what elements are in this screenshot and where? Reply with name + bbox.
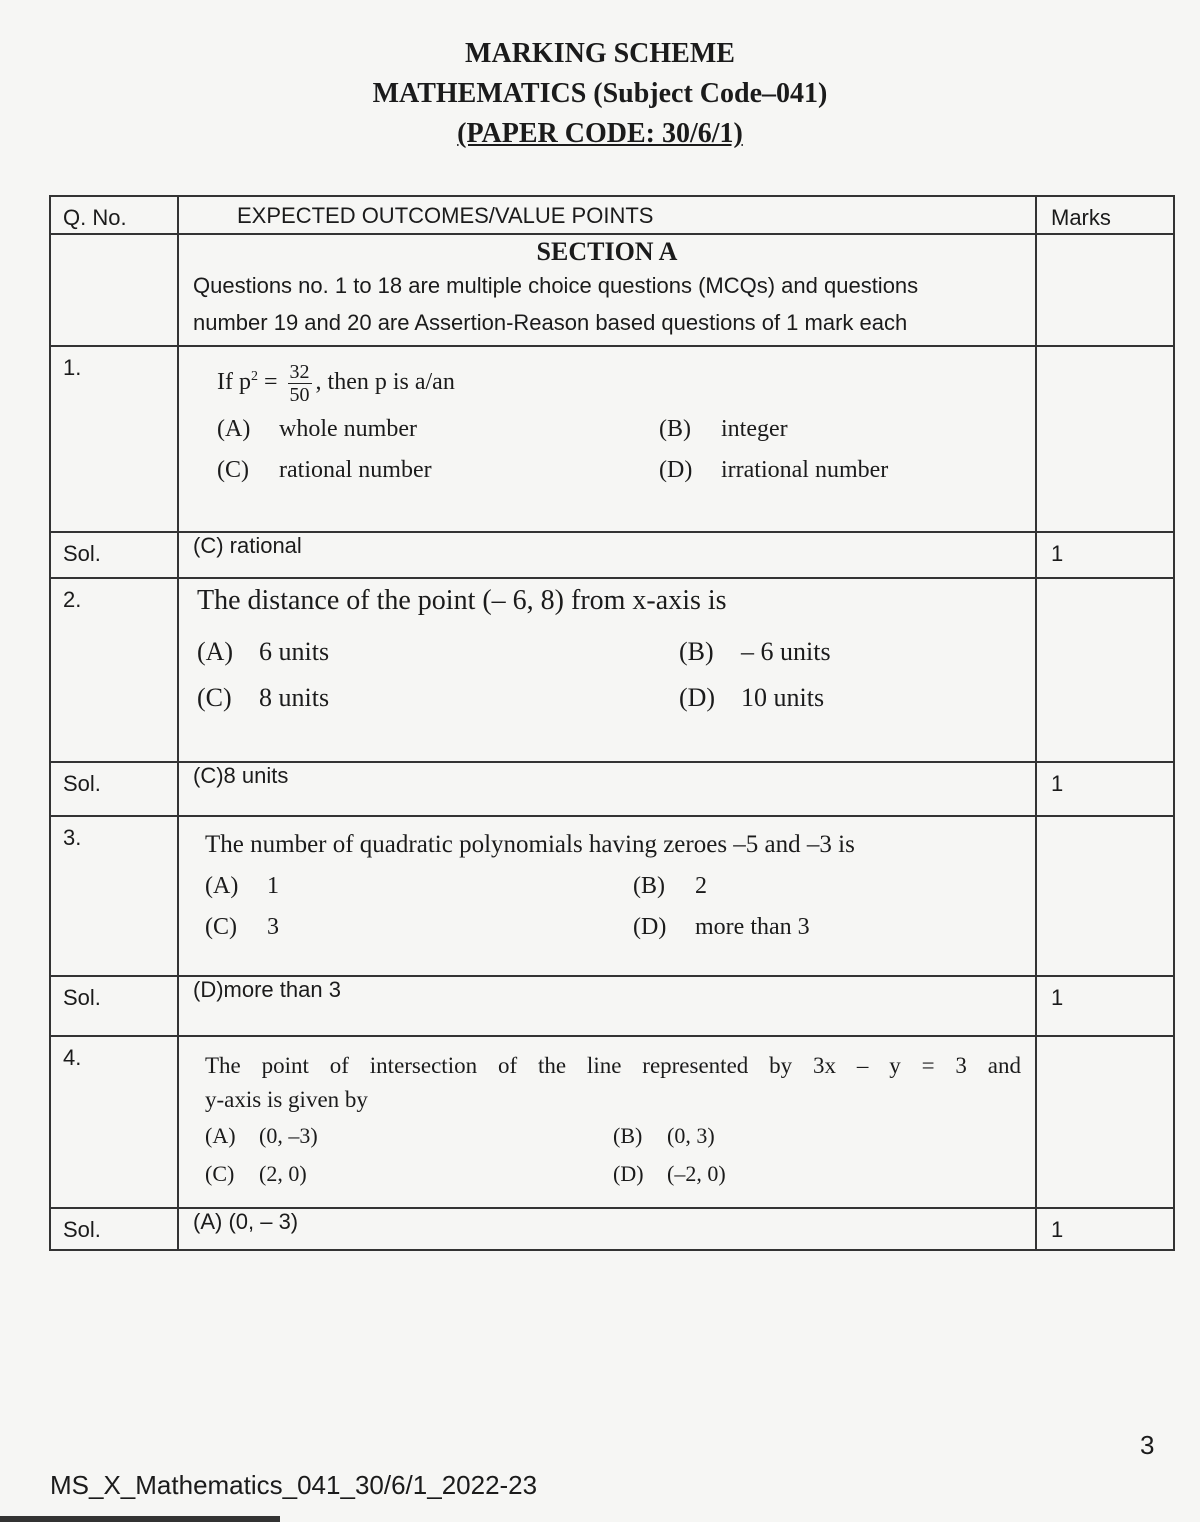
marks-value: 1 [1036,762,1174,816]
marks-value: 1 [1036,1208,1174,1250]
col-expected-header: EXPECTED OUTCOMES/VALUE POINTS [178,196,1036,234]
solution-row-4 [50,1208,1174,1250]
solution-text: (D)more than 3 [178,976,1036,1036]
option-b: (B) 2 [633,873,707,899]
section-intro [193,267,1021,341]
options [193,1117,1021,1187]
option-d: (D) more than 3 [633,914,810,940]
marking-scheme-table [49,195,1175,1251]
option-d: (D) irrational number [659,457,889,483]
option-a: (A) 1 [205,873,279,899]
section-intro-line2: number 19 and 20 are Assertion-Reason based questions of 1 mark each [193,310,908,335]
options [193,406,1021,484]
question-row-1 [50,346,1174,532]
option-c: (C) rational number [217,457,432,483]
section-intro-line1: Questions no. 1 to 18 are multiple choice questions (MCQs) and questions [193,273,919,298]
solution-text: (C)8 units [178,762,1036,816]
option-a: (A) 6 units [197,637,330,666]
question-number: 4. [50,1036,178,1208]
option-d: (D) (–2, 0) [613,1161,726,1186]
footer-doc-id: MS_X_Mathematics_041_30/6/1_2022-23 [50,1470,538,1500]
question-number: 3. [50,816,178,976]
marks-value: 1 [1036,976,1174,1036]
section-row [50,234,1174,346]
solution-row-1 [50,532,1174,578]
marks-value: 1 [1036,532,1174,578]
question-stem: The number of quadratic polynomials having zeroes –5 and –3 is [205,831,855,858]
sol-label: Sol. [50,762,178,816]
question-row-3 [50,816,1174,976]
question-stem: The distance of the point (– 6, 8) from x-axis is [197,585,727,616]
options [193,859,1021,941]
question-stem: If $p^2$ = $\frac{32}{50}$ , then p is a/an [217,361,455,406]
doc-subject: MATHEMATICS (Subject Code–041) [372,78,828,109]
option-c: (C) (2, 0) [205,1161,307,1186]
col-qno-header: Q. No. [50,196,178,234]
solution-row-2 [50,762,1174,816]
solution-row-3 [50,976,1174,1036]
fraction: $\frac{32}{50}$ [289,361,310,406]
option-a: (A) whole number [217,416,417,442]
option-c: (C) 3 [205,914,279,940]
table-header-row [50,196,1174,234]
paper-code: (PAPER CODE: 30/6/1) [457,118,743,149]
bottom-bar [0,1516,280,1522]
col-marks-header: Marks [1036,196,1174,234]
sol-label: Sol. [50,532,178,578]
option-b: (B) integer [659,416,788,442]
sol-label: Sol. [50,976,178,1036]
option-a: (A) (0, –3) [205,1123,318,1148]
question-number: 2. [50,578,178,762]
solution-text: (C) rational [178,532,1036,578]
solution-text: (A) (0, – 3) [178,1208,1036,1250]
document-header [0,34,1200,154]
sol-label: Sol. [50,1208,178,1250]
option-d: (D) 10 units [679,683,825,712]
question-number: 1. [50,346,178,532]
option-b: (B) – 6 units [679,637,831,666]
doc-title: MARKING SCHEME [465,38,735,69]
question-stem: The point of intersection of the line represented by 3x – y = 3 and y-axis is given by [205,1053,1021,1112]
option-c: (C) 8 units [197,683,330,712]
question-row-2 [50,578,1174,762]
options [193,617,1021,713]
question-row-4 [50,1036,1174,1208]
section-title: SECTION A [536,237,678,266]
option-b: (B) (0, 3) [613,1123,715,1148]
page-number: 3 [1140,1430,1155,1460]
